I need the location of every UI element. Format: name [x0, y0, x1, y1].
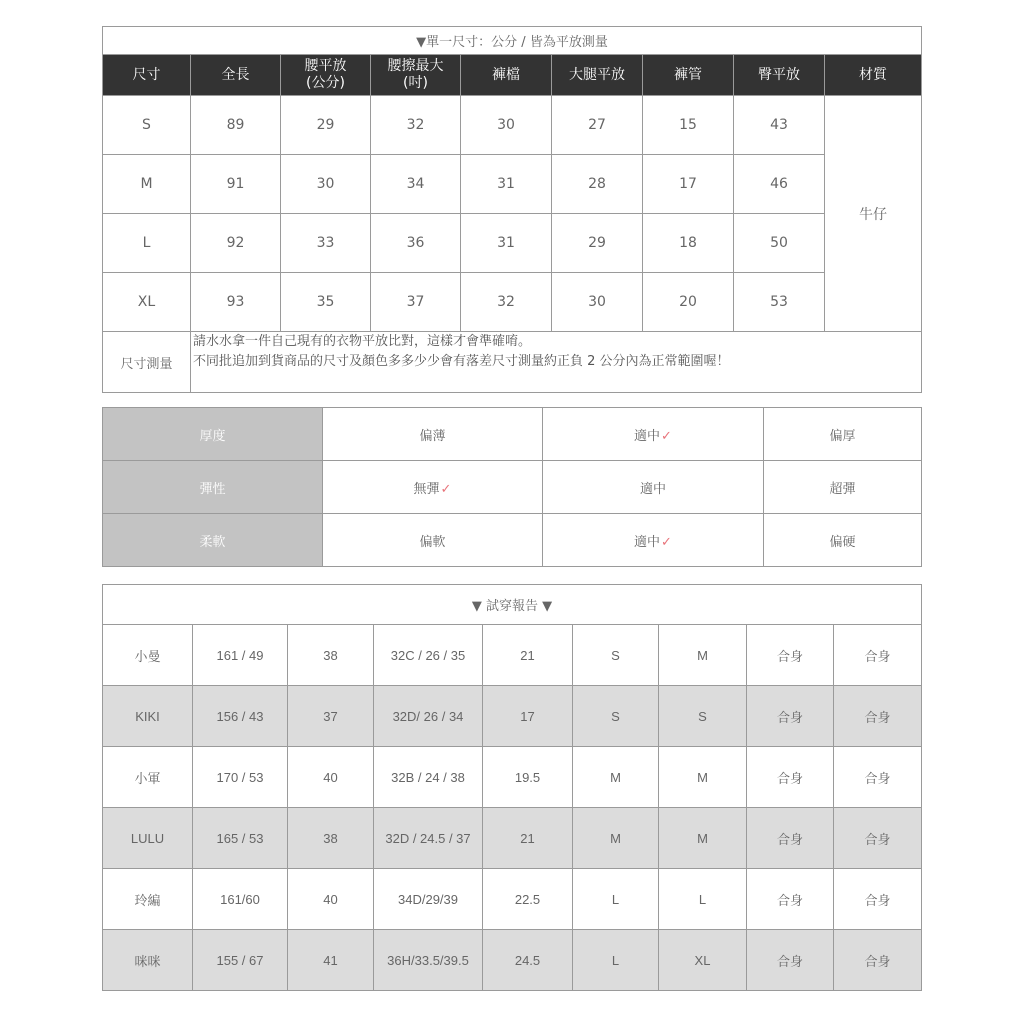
try-on-report-cell: 41: [288, 930, 374, 991]
size-header-cell: 材質: [825, 55, 922, 96]
tester-name-cell: 小曼: [103, 625, 193, 686]
try-on-report-row: [103, 869, 922, 930]
size-row: [103, 214, 922, 273]
try-on-report-cell: M: [573, 808, 659, 869]
fabric-feel-option-text: 偏薄: [419, 428, 446, 444]
size-header-cell: 腰平放 (公分): [281, 55, 371, 96]
size-value-cell: 33: [281, 214, 371, 273]
try-on-report-cell: 170 / 53: [193, 747, 288, 808]
tester-name-cell: 玲編: [103, 869, 193, 930]
fabric-feel-option: [543, 461, 764, 514]
try-on-report-cell: M: [659, 747, 747, 808]
try-on-report-cell: 161 / 49: [193, 625, 288, 686]
fabric-feel-option: [323, 408, 543, 461]
size-value-cell: 31: [461, 214, 552, 273]
size-value-cell: 32: [461, 273, 552, 332]
size-header-cell: 大腿平放: [552, 55, 643, 96]
size-header-cell: 臀平放: [734, 55, 825, 96]
size-value-cell: 37: [371, 273, 461, 332]
size-value-cell: 27: [552, 96, 643, 155]
fabric-feel-row: [103, 514, 922, 567]
try-on-report-cell: 21: [483, 808, 573, 869]
try-on-report-cell: 37: [288, 686, 374, 747]
size-value-cell: 93: [191, 273, 281, 332]
try-on-report-row: [103, 808, 922, 869]
fabric-feel-row: [103, 461, 922, 514]
fabric-feel-label: 彈性: [103, 461, 323, 514]
try-on-report-cell: 40: [288, 747, 374, 808]
try-on-report-cell: L: [573, 930, 659, 991]
try-on-report-cell: 38: [288, 625, 374, 686]
fabric-feel-option-text: 適中: [634, 534, 661, 550]
size-note-text: [191, 332, 922, 393]
fabric-feel-table: [102, 407, 922, 567]
size-value-cell: 43: [734, 96, 825, 155]
size-chart-table: [102, 26, 922, 393]
try-on-report-cell: 合身: [834, 625, 922, 686]
try-on-report-table: [102, 584, 922, 991]
try-on-report-cell: 24.5: [483, 930, 573, 991]
try-on-report-cell: L: [659, 869, 747, 930]
try-on-report-cell: 合身: [747, 625, 834, 686]
fabric-feel-row: [103, 408, 922, 461]
tester-name-cell: 咪咪: [103, 930, 193, 991]
try-on-report-cell: 156 / 43: [193, 686, 288, 747]
fabric-feel-option: [764, 514, 922, 567]
size-value-cell: 32: [371, 96, 461, 155]
size-label-cell: XL: [103, 273, 191, 332]
try-on-report-cell: 32D/ 26 / 34: [374, 686, 483, 747]
size-row: [103, 273, 922, 332]
try-on-report-cell: S: [573, 625, 659, 686]
try-on-report-cell: XL: [659, 930, 747, 991]
try-on-report-cell: M: [573, 747, 659, 808]
size-value-cell: 36: [371, 214, 461, 273]
size-label-cell: M: [103, 155, 191, 214]
try-on-report-cell: 32C / 26 / 35: [374, 625, 483, 686]
try-on-report-cell: 17: [483, 686, 573, 747]
size-value-cell: 46: [734, 155, 825, 214]
try-on-report-cell: 合身: [834, 747, 922, 808]
fabric-feel-option: [323, 514, 543, 567]
try-on-report-cell: 32B / 24 / 38: [374, 747, 483, 808]
check-icon: ✓: [661, 534, 672, 550]
try-on-report-row: [103, 930, 922, 991]
try-on-report-cell: 22.5: [483, 869, 573, 930]
size-value-cell: 50: [734, 214, 825, 273]
size-header-cell: 褲管: [643, 55, 734, 96]
try-on-report-cell: 38: [288, 808, 374, 869]
fabric-feel-label: 厚度: [103, 408, 323, 461]
size-note-label: 尺寸測量: [103, 332, 191, 393]
size-value-cell: 30: [281, 155, 371, 214]
try-on-report-row: [103, 747, 922, 808]
fabric-feel-label: 柔軟: [103, 514, 323, 567]
size-value-cell: 17: [643, 155, 734, 214]
size-value-cell: 18: [643, 214, 734, 273]
try-on-report-cell: 36H/33.5/39.5: [374, 930, 483, 991]
fabric-feel-option-text: 適中: [639, 481, 666, 497]
try-on-report-cell: 165 / 53: [193, 808, 288, 869]
try-on-report-cell: L: [573, 869, 659, 930]
size-value-cell: 34: [371, 155, 461, 214]
size-row: [103, 155, 922, 214]
size-row: [103, 96, 922, 155]
fabric-feel-option-text: 偏硬: [829, 534, 856, 550]
size-value-cell: 53: [734, 273, 825, 332]
try-on-report-cell: 合身: [747, 686, 834, 747]
size-header-cell: 腰擦最大 (吋): [371, 55, 461, 96]
try-on-report-cell: 40: [288, 869, 374, 930]
fabric-feel-option: [764, 408, 922, 461]
check-icon: ✓: [440, 481, 452, 497]
try-on-report-cell: 合身: [747, 930, 834, 991]
try-on-report-cell: 161/60: [193, 869, 288, 930]
try-on-report-cell: 19.5: [483, 747, 573, 808]
try-on-report-cell: 155 / 67: [193, 930, 288, 991]
try-on-report-caption: ▼ 試穿報告 ▼: [103, 585, 922, 625]
try-on-report-cell: S: [573, 686, 659, 747]
size-value-cell: 91: [191, 155, 281, 214]
size-value-cell: 35: [281, 273, 371, 332]
material-cell: 牛仔: [825, 96, 922, 332]
fabric-feel-option: [323, 461, 543, 514]
size-label-cell: L: [103, 214, 191, 273]
size-value-cell: 92: [191, 214, 281, 273]
size-value-cell: 29: [281, 96, 371, 155]
try-on-report-row: [103, 625, 922, 686]
try-on-report-cell: 合身: [747, 808, 834, 869]
fabric-feel-option-text: 偏軟: [419, 534, 446, 550]
size-note-line-1: 請水水拿一件自己現有的衣物平放比對，這樣才會準確唷。: [193, 334, 532, 349]
fabric-feel-option-text: 偏厚: [829, 428, 856, 444]
try-on-report-cell: 32D / 24.5 / 37: [374, 808, 483, 869]
size-header-cell: 尺寸: [103, 55, 191, 96]
try-on-report-cell: 合身: [834, 869, 922, 930]
size-value-cell: 15: [643, 96, 734, 155]
size-value-cell: 30: [461, 96, 552, 155]
size-value-cell: 20: [643, 273, 734, 332]
size-value-cell: 28: [552, 155, 643, 214]
tester-name-cell: LULU: [103, 808, 193, 869]
try-on-report-cell: 合身: [747, 869, 834, 930]
try-on-report-cell: 合身: [834, 686, 922, 747]
try-on-report-cell: 合身: [834, 808, 922, 869]
try-on-report-cell: 合身: [834, 930, 922, 991]
try-on-report-cell: 21: [483, 625, 573, 686]
size-header-cell: 全長: [191, 55, 281, 96]
tester-name-cell: KIKI: [103, 686, 193, 747]
size-header-cell: 褲檔: [461, 55, 552, 96]
size-value-cell: 89: [191, 96, 281, 155]
fabric-feel-option-text: 無彈: [413, 481, 440, 497]
try-on-report-row: [103, 686, 922, 747]
size-value-cell: 29: [552, 214, 643, 273]
size-note-line-2: 不同批追加到貨商品的尺寸及顏色多多少少會有落差尺寸測量約正負 2 公分內為正常範圍喔！: [193, 354, 730, 369]
tester-name-cell: 小軍: [103, 747, 193, 808]
fabric-feel-option: [764, 461, 922, 514]
try-on-report-cell: 合身: [747, 747, 834, 808]
size-chart-body: [103, 96, 922, 332]
check-icon: ✓: [661, 428, 672, 444]
try-on-report-cell: M: [659, 625, 747, 686]
fabric-feel-option: [543, 514, 764, 567]
size-value-cell: 31: [461, 155, 552, 214]
size-label-cell: S: [103, 96, 191, 155]
fabric-feel-option-text: 適中: [634, 428, 661, 444]
size-chart-header-row: [103, 55, 922, 96]
size-value-cell: 30: [552, 273, 643, 332]
fabric-feel-option: [543, 408, 764, 461]
try-on-report-cell: M: [659, 808, 747, 869]
try-on-report-cell: S: [659, 686, 747, 747]
fabric-feel-option-text: 超彈: [829, 481, 856, 497]
try-on-report-cell: 34D/29/39: [374, 869, 483, 930]
size-chart-caption: ▼單一尺寸：公分 / 皆為平放測量: [103, 27, 922, 55]
